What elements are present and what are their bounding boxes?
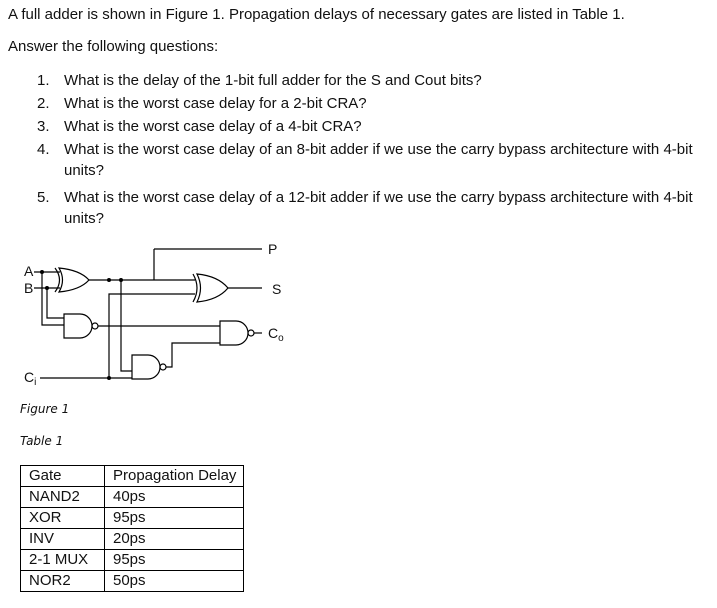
question-3 [0, 116, 712, 137]
header-delay: Propagation Delay [105, 466, 244, 487]
question-number: 3. [37, 118, 50, 135]
header-gate: Gate [21, 466, 105, 487]
question-number: 4. [37, 141, 50, 158]
delay-cell: 95ps [105, 550, 244, 571]
nand2-gate [132, 355, 160, 379]
wire-nand2-out [166, 343, 220, 367]
xor1-gate [59, 268, 89, 292]
intro-line-2: Answer the following questions: [8, 38, 219, 55]
label-a: A [24, 263, 34, 279]
question-4 [0, 139, 712, 181]
junction-p [107, 278, 111, 282]
table-row [21, 487, 244, 508]
delay-cell: 20ps [105, 529, 244, 550]
gate-cell: NAND2 [21, 487, 105, 508]
question-number: 2. [37, 95, 50, 112]
label-ci: $C_i$ [24, 369, 37, 388]
table-caption: Table 1 [20, 434, 64, 448]
question-1 [0, 70, 712, 91]
question-2 [0, 93, 712, 114]
label-b: B [24, 280, 34, 296]
nand3-bubble [248, 330, 254, 336]
nand3-gate [220, 321, 248, 345]
gate-cell: NOR2 [21, 571, 105, 592]
xor2-back-curve [193, 274, 197, 302]
figure-caption: Figure 1 [20, 402, 70, 416]
nand1-bubble [92, 323, 98, 329]
table-row [21, 508, 244, 529]
question-list [0, 70, 712, 229]
gate-cell: INV [21, 529, 105, 550]
intro-line-1: A full adder is shown in Figure 1. Propagation delays of necessary gates are listed in Table 1. [8, 6, 625, 23]
question-number: 5. [37, 189, 50, 206]
label-s: S [272, 281, 282, 297]
gate-cell: XOR [21, 508, 105, 529]
question-number: 1. [37, 72, 50, 89]
nand2-bubble [160, 364, 166, 370]
question-5 [0, 187, 712, 229]
xor2-gate [197, 274, 228, 302]
table-row [21, 550, 244, 571]
junction-a [40, 270, 44, 274]
delay-cell: 50ps [105, 571, 244, 592]
question-text: What is the worst case delay for a 2-bit CRA? [64, 95, 367, 112]
wire-a-to-nand1 [42, 272, 64, 325]
junction-p2 [119, 278, 123, 282]
table-row [21, 571, 244, 592]
question-text: What is the worst case delay of a 4-bit CRA? [64, 118, 362, 135]
gate-delay-table [20, 465, 244, 592]
junction-b [45, 286, 49, 290]
question-text: What is the worst case delay of a 12-bit adder if we use the carry bypass architecture with 4-bit units? [64, 189, 693, 227]
wire-ci-to-xor2 [109, 294, 195, 378]
question-text: What is the delay of the 1-bit full adder for the S and Cout bits? [64, 72, 482, 89]
wire-b-to-nand1 [47, 288, 64, 318]
delay-cell: 40ps [105, 487, 244, 508]
table-header-row [21, 466, 244, 487]
gate-cell: 2-1 MUX [21, 550, 105, 571]
nand1-gate [64, 314, 92, 338]
label-p: P [268, 241, 278, 257]
junction-ci [107, 376, 111, 380]
table-row [21, 529, 244, 550]
full-adder-circuit-diagram [0, 230, 330, 400]
delay-cell: 95ps [105, 508, 244, 529]
question-text: What is the worst case delay of an 8-bit adder if we use the carry bypass architecture with 4-bit units? [64, 141, 693, 179]
label-cout: $C_o$ [268, 325, 284, 344]
